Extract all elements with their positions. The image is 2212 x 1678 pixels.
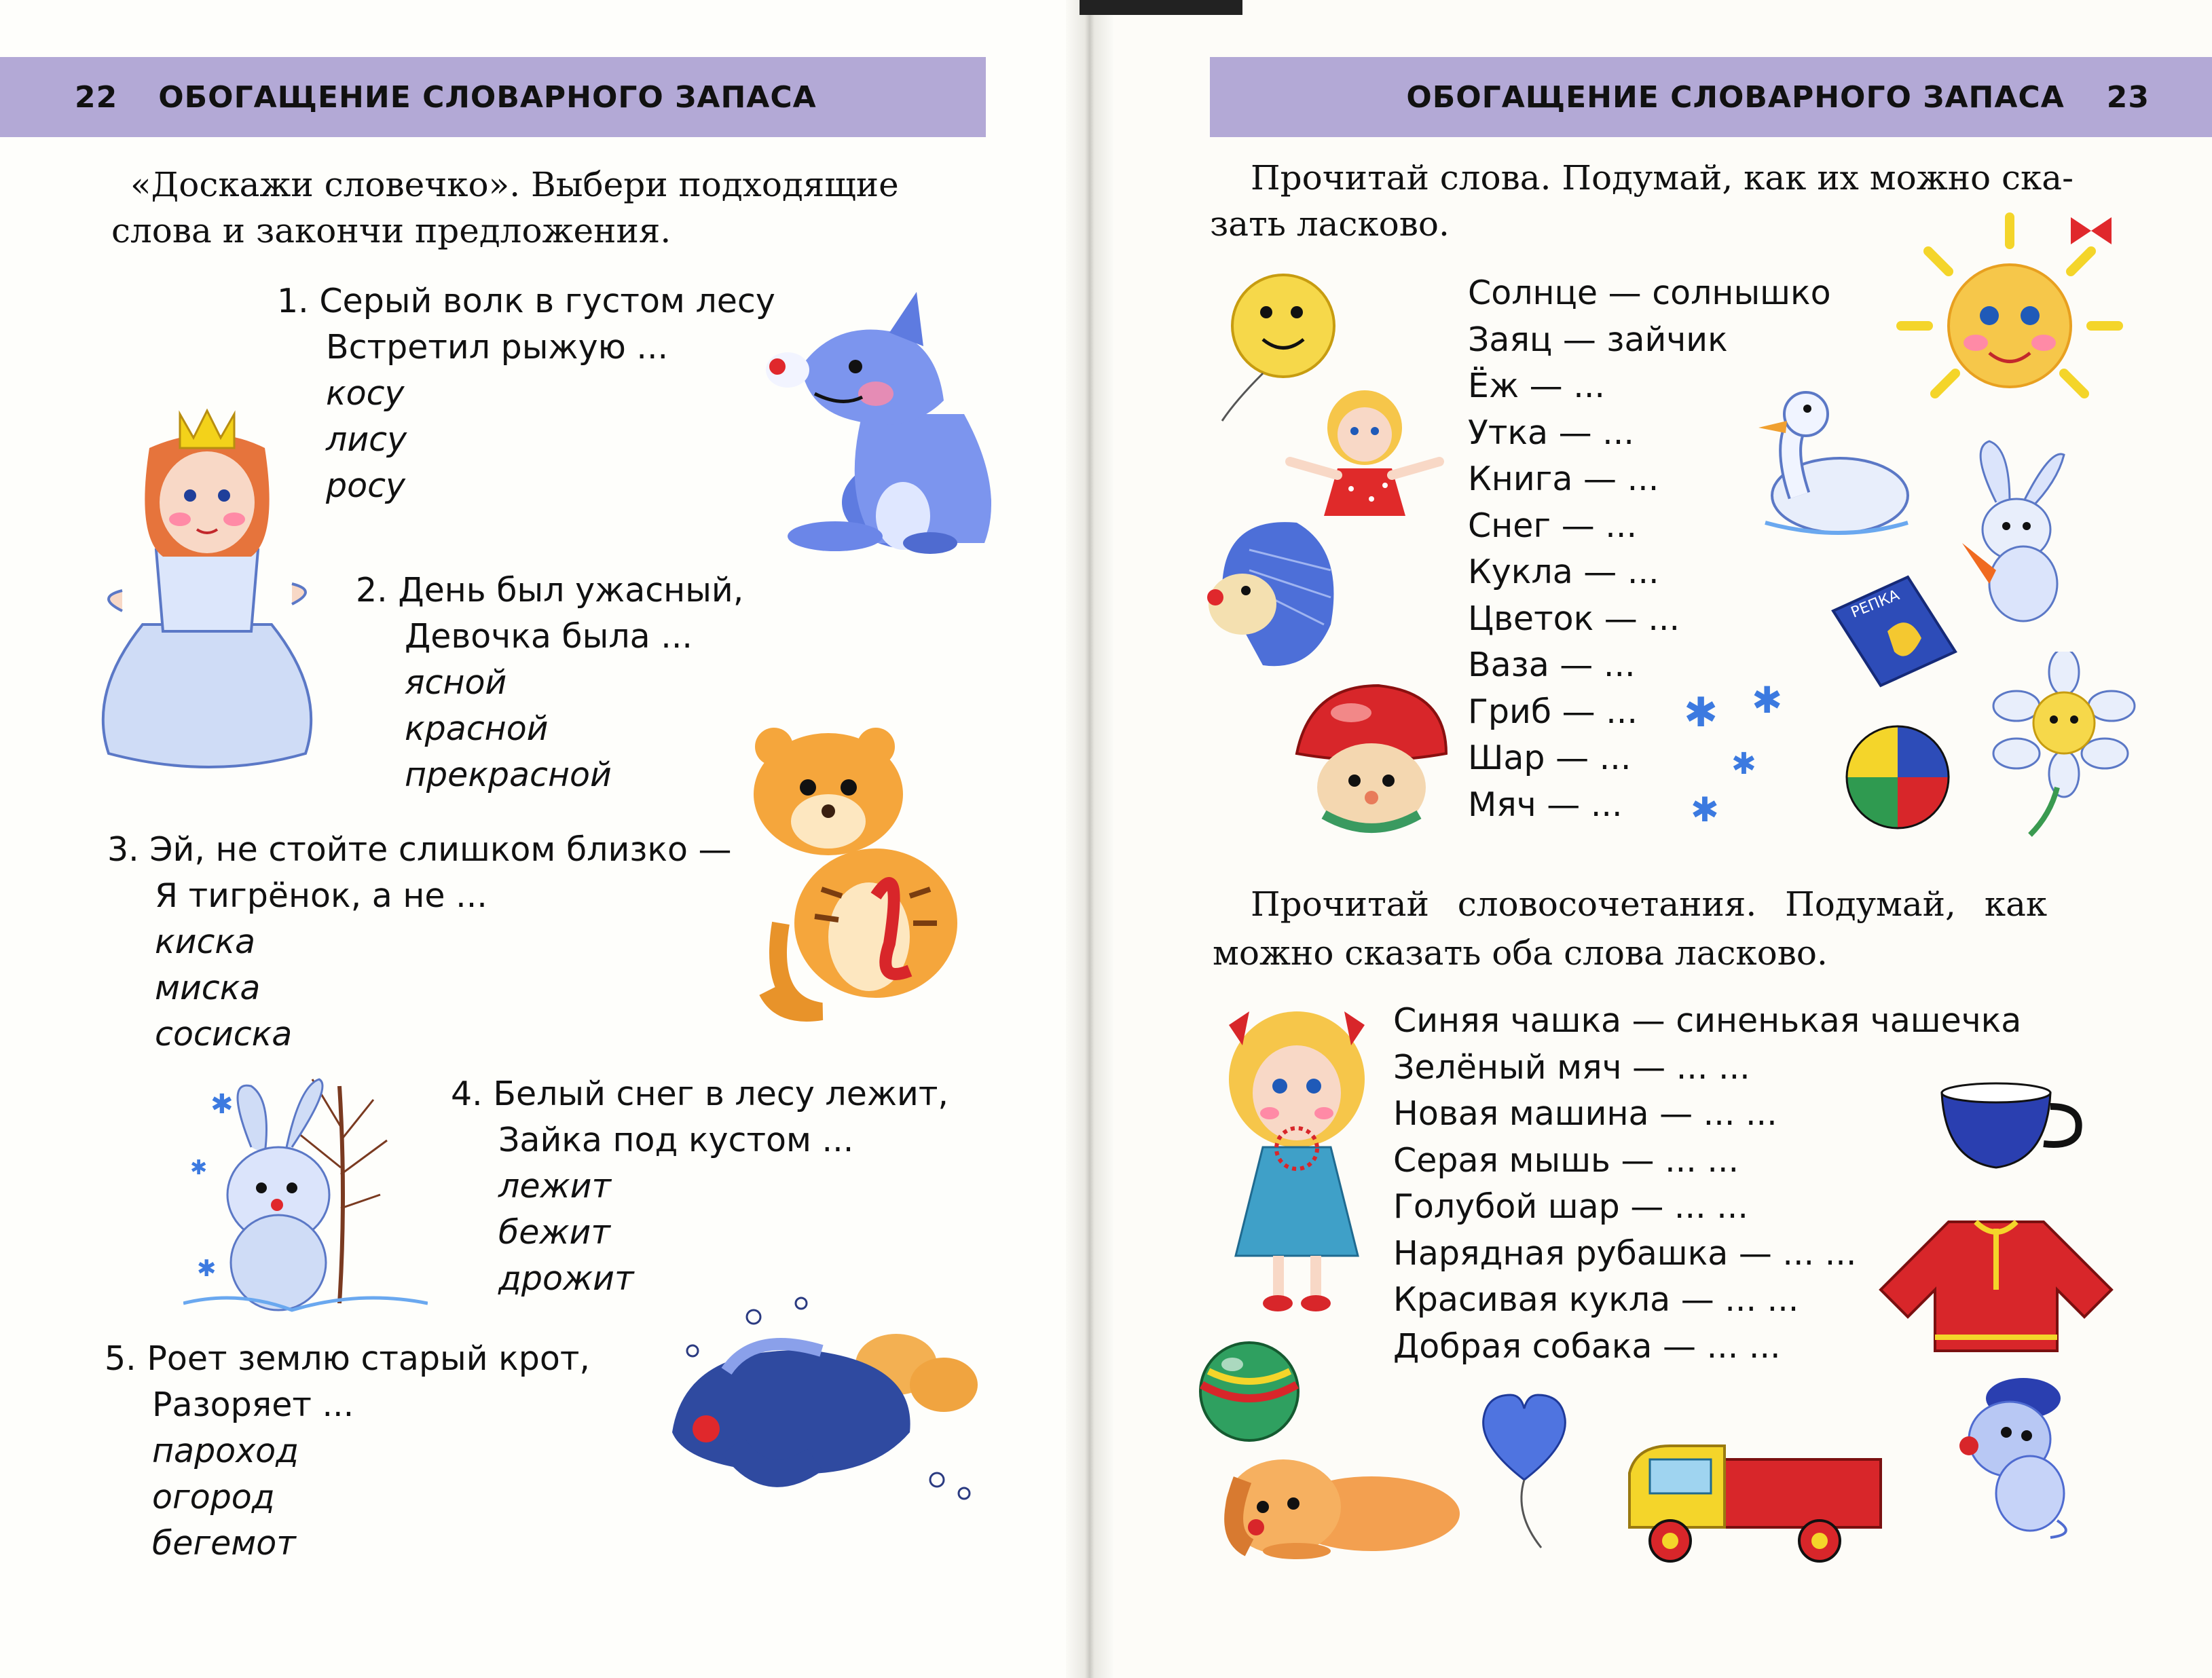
phrase: Синяя чашка — синенькая чашечка (1393, 1001, 2022, 1040)
word-pair: Солнце — солнышко (1468, 274, 1831, 312)
phrase: Добрая собака — ... ... (1393, 1326, 1781, 1366)
riddle-3 (107, 827, 732, 873)
riddle-line: Встретил рыжую ... (326, 328, 669, 367)
mole-illustration (645, 1290, 1012, 1521)
wolf-illustration (760, 292, 1018, 563)
riddle-line: Эй, не стойте слишком близко — (149, 830, 732, 869)
left-page-number: 22 (75, 79, 118, 115)
riddle-option: лису (326, 420, 407, 459)
riddle-number: 3. (107, 830, 139, 869)
word-pair: Гриб — ... (1468, 692, 1638, 731)
bunny-illustration (1949, 434, 2078, 624)
word-pair: Книга — ... (1468, 460, 1659, 498)
riddle-option: киска (155, 922, 256, 961)
riddle-1 (277, 278, 775, 324)
toy-truck-illustration (1616, 1432, 1887, 1568)
riddle-number: 2. (356, 571, 388, 610)
phrase: Голубой шар — ... ... (1393, 1187, 1748, 1226)
riddle-line: Роет землю старый крот, (147, 1339, 590, 1378)
curly-doll-illustration (1215, 1005, 1378, 1317)
mushroom-illustration (1290, 679, 1453, 835)
svg-text:✱: ✱ (1684, 689, 1718, 737)
riddle-option: бежит (498, 1213, 610, 1252)
riddle-line: Разоряет ... (152, 1385, 354, 1424)
phrase: Серая мышь — ... ... (1393, 1140, 1739, 1180)
riddle-2-body (405, 614, 693, 798)
riddle-2 (356, 567, 743, 614)
right-header-band (1210, 57, 2212, 137)
riddle-number: 4. (451, 1075, 483, 1113)
riddle-option: косу (326, 374, 405, 413)
riddle-5-body (152, 1382, 354, 1567)
riddle-line: Я тигрёнок, а не ... (155, 876, 487, 915)
riddle-option: красной (405, 709, 549, 748)
cup-illustration (1935, 1079, 2091, 1181)
riddle-1-body (326, 324, 668, 509)
left-header-title: ОБОГАЩЕНИЕ СЛОВАРНОГО ЗАПАСА (158, 79, 817, 115)
task1-line-1: Прочитай слова. Подумай, как их можно ска- (1251, 158, 2074, 198)
riddle-line: День был ужасный, (398, 571, 744, 610)
phrase: Красивая кукла — ... ... (1393, 1280, 1799, 1319)
svg-text:✱: ✱ (190, 1156, 208, 1180)
riddle-option: прекрасной (405, 756, 612, 794)
riddle-option: сосиска (155, 1015, 293, 1054)
riddle-option: огород (152, 1478, 275, 1516)
book-repka-illustration (1826, 570, 1962, 692)
word-pair: Цветок — ... (1468, 599, 1680, 638)
riddle-line: Зайка под кустом ... (498, 1121, 854, 1159)
princess-illustration (81, 400, 333, 781)
duck-illustration (1752, 380, 1915, 543)
left-intro-line-1: «Доскажи словечко». Выбери подходящие (130, 165, 899, 204)
right-header-title: ОБОГАЩЕНИЕ СЛОВАРНОГО ЗАПАСА (1406, 79, 2065, 115)
riddle-option: бегемот (152, 1524, 296, 1563)
riddle-4-body (498, 1117, 853, 1302)
left-page (0, 0, 1086, 1678)
riddle-option: ясной (405, 663, 507, 702)
shirt-illustration (1874, 1208, 2118, 1358)
sun-illustration (1887, 204, 2132, 421)
heart-balloon-illustration (1473, 1385, 1575, 1554)
riddle-option: росу (326, 466, 406, 505)
svg-text:✱: ✱ (1752, 679, 1783, 722)
beach-ball-illustration (1840, 720, 1955, 835)
riddle-option: пароход (152, 1432, 299, 1470)
riddle-3-body (155, 873, 487, 1058)
hare-in-snow-illustration (183, 1059, 428, 1324)
riddle-option: лежит (498, 1167, 611, 1206)
left-header-band (0, 57, 986, 137)
riddle-line: Девочка была ... (405, 617, 693, 656)
task2-line-2: можно сказать оба слова ласково. (1213, 933, 1828, 973)
riddle-number: 5. (105, 1339, 136, 1378)
word-pair: Снег — ... (1468, 506, 1638, 545)
riddle-line: Серый волк в густом лесу (319, 282, 775, 320)
word-pair: Утка — ... (1468, 413, 1634, 452)
riddle-4 (451, 1071, 948, 1117)
mouse-illustration (1942, 1371, 2078, 1541)
phrase: Нарядная рубашка — ... ... (1393, 1233, 1857, 1273)
word-pair: Ёж — ... (1468, 367, 1605, 405)
riddle-number: 1. (277, 282, 309, 320)
riddle-option: миска (155, 969, 261, 1007)
word-pair: Шар — ... (1468, 739, 1632, 777)
hedgehog-illustration (1195, 509, 1344, 679)
task1-line-2: зать ласково. (1210, 204, 1450, 244)
snowflakes-illustration (1677, 672, 1799, 835)
phrase: Новая машина — ... ... (1393, 1094, 1777, 1133)
green-ball-illustration (1195, 1337, 1304, 1446)
word-pair: Заяц — зайчик (1468, 320, 1728, 359)
svg-text:✱: ✱ (210, 1089, 234, 1120)
daisy-illustration (1983, 652, 2139, 842)
right-page-number: 23 (2106, 79, 2150, 115)
riddle-5 (105, 1336, 590, 1382)
phrase: Зелёный мяч — ... ... (1393, 1047, 1750, 1087)
riddle-line: Белый снег в лесу лежит, (493, 1075, 948, 1113)
svg-text:✱: ✱ (197, 1255, 217, 1282)
task2-line-1: Прочитай словосочетания. Подумай, как (1251, 884, 2048, 924)
riddle-option: дрожит (498, 1259, 634, 1298)
tiger-cub-illustration (740, 720, 991, 1039)
svg-text:✱: ✱ (1691, 790, 1719, 829)
book-label: РЕПКА (1848, 586, 1902, 622)
svg-text:✱: ✱ (1731, 747, 1756, 781)
word-pair: Ваза — ... (1468, 646, 1636, 684)
word-pair: Кукла — ... (1468, 553, 1659, 591)
puppy-illustration (1215, 1439, 1460, 1561)
word-pair: Мяч — ... (1468, 785, 1623, 824)
left-intro-line-2: слова и закончи предложения. (111, 211, 671, 250)
